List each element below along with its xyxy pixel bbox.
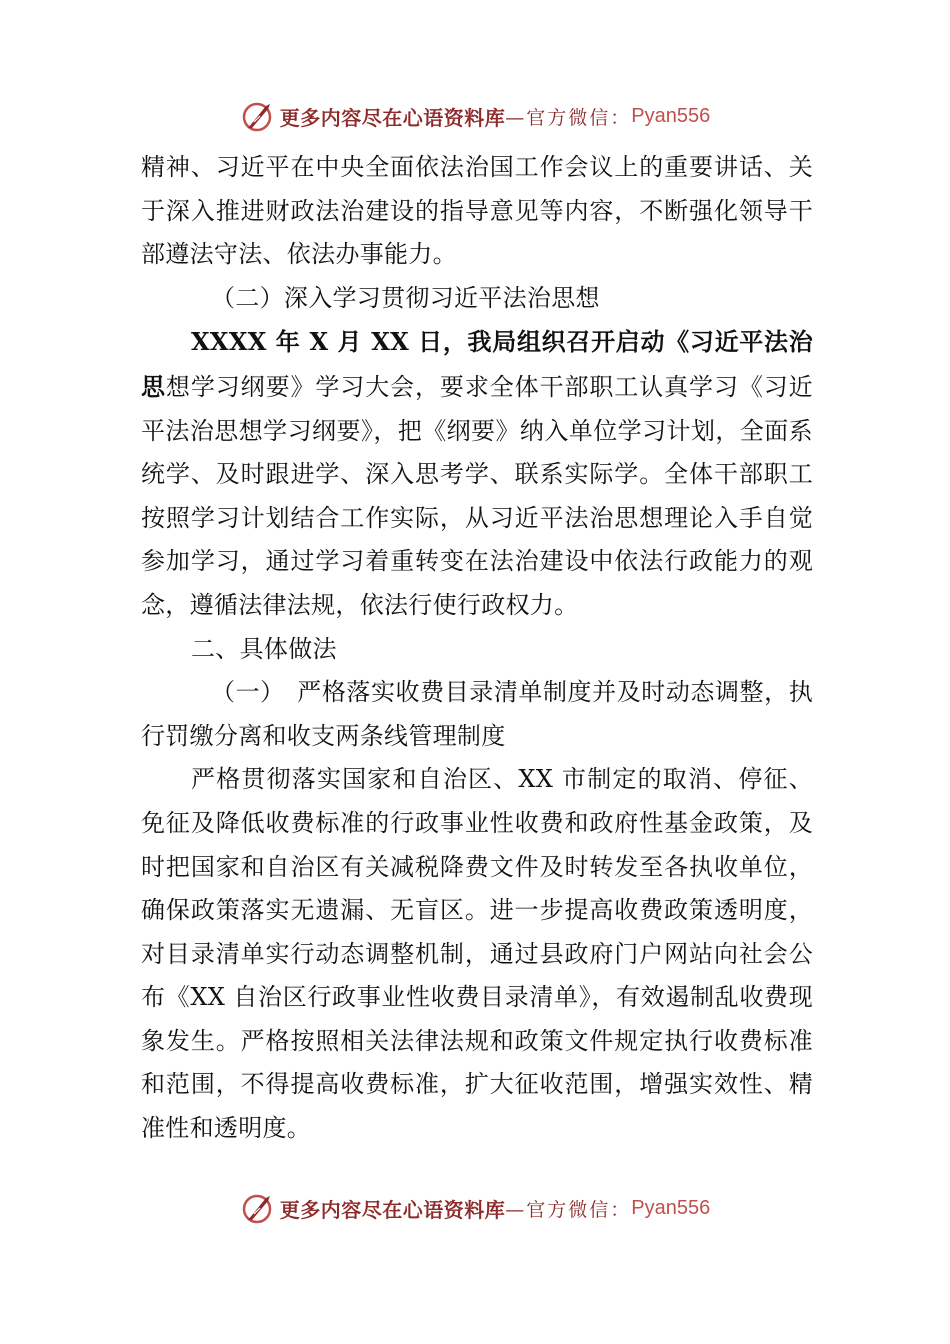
subheading-fee-catalog: （一） 严格落实收费目录清单制度并及时动态调整，执行罚缴分离和收支两条线管理制度 xyxy=(141,678,813,750)
banner-main-text: 更多内容尽在心语资料库 xyxy=(279,105,506,130)
document-body xyxy=(141,146,813,1151)
quill-logo-icon xyxy=(240,98,276,134)
banner-sub-text: —官方微信： xyxy=(505,1198,632,1221)
paragraph-fee-policy: 严格贯彻落实国家和自治区、XX 市制定的取消、停征、免征及降低收费标准的行政事业性收费和政府性基金政策，及时把国家和自治区有关减税降费文件及时转发至各执收单位，确保政策落实无遗漏、无盲区。进一步提高收费政策透明度，对目录清单实行动态调整机制，通过县政府门户网站向社会公布《XX 自治区行政事业性收费目录清单》，有效遏制乱收费现象发生。严格按照相关法律法规和政策文件规定执行收费标准和范围，不得提高收费标准，扩大征收范围，增强实效性、精准性和透明度。 xyxy=(141,765,814,1143)
footer-banner xyxy=(0,1188,950,1228)
quill-logo-icon xyxy=(240,1190,276,1226)
paragraph-continued: 精神、习近平在中央全面依法治国工作会议上的重要讲话、关于深入推进财政法治建设的指导意见等内容，不断强化领导干部遵法守法、依法办事能力。 xyxy=(141,153,813,269)
banner-main-text: 更多内容尽在心语资料库 xyxy=(279,1197,506,1222)
banner-wechat-id: Pyan556 xyxy=(631,104,711,127)
section-heading-practices: 二、具体做法 xyxy=(191,634,337,663)
subheading-study-thought: （二）深入学习贯彻习近平法治思想 xyxy=(211,283,600,312)
header-banner xyxy=(0,96,950,136)
banner-wechat-id: Pyan556 xyxy=(631,1196,711,1219)
banner-sub-text: —官方微信： xyxy=(505,106,632,129)
paragraph-study-meeting: XXXX 年 X 月 XX 日，我局组织召开启动《习近平法治思想学习纲要》学习大会，要求全体干部职工认真学习《习近平法治思想学习纲要》，把《纲要》纳入单位学习计划，全面系统学、及时跟进学、深入思考学、联系实际学。全体干部职工按照学习计划结合工作实际，从习近平法治思想理论入手自觉参加学习，通过学习着重转变在法治建设中依法行政能力的观念，遵循法律法规，依法行使行政权力。 xyxy=(141,327,814,619)
